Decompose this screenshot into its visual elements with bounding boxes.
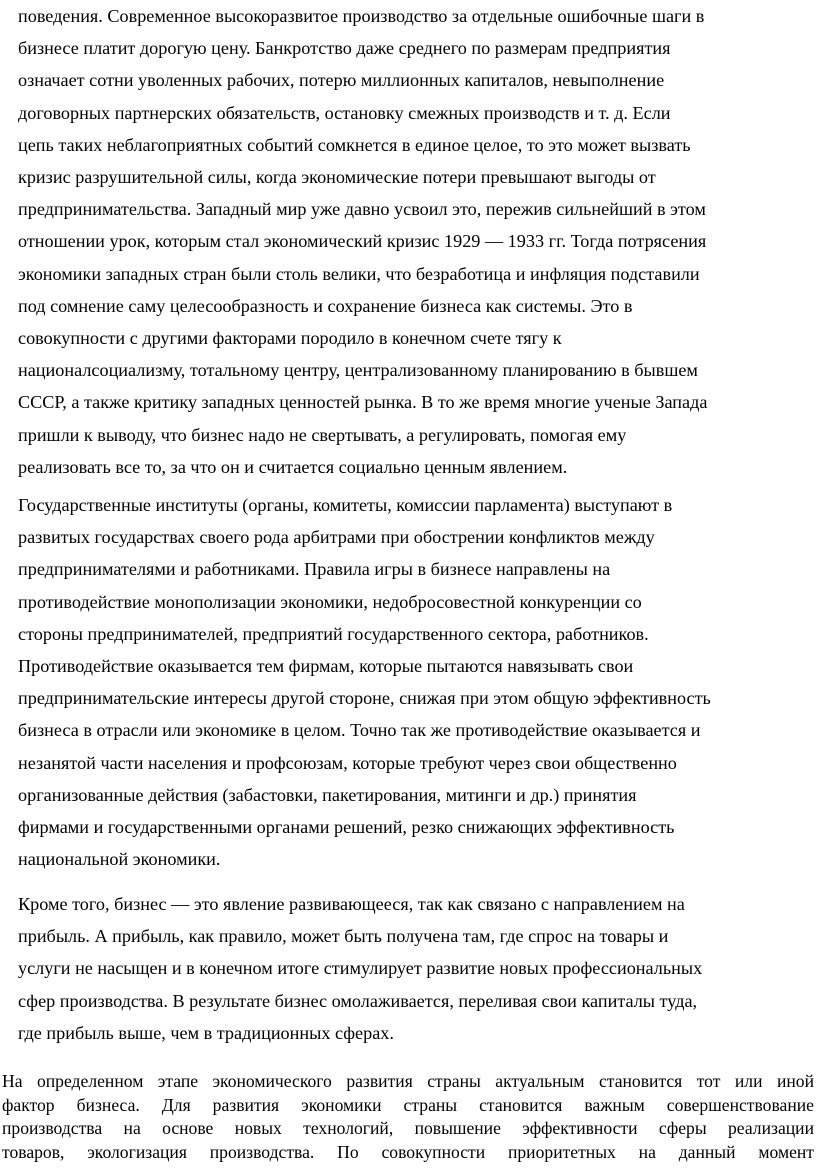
text-line: СССР, а также критику западных ценностей рынка. В то же время многие ученые Запада (18, 392, 708, 413)
text-line: противодействие монополизации экономики, недобросовестной конкуренции со (18, 591, 642, 612)
paragraph-1 (18, 0, 808, 483)
paragraph-3 (18, 888, 808, 1049)
text-line: пришли к выводу, что бизнес надо не свертывать, а регулировать, помогая ему (18, 424, 627, 445)
text-line: где прибыль выше, чем в традиционных сферах. (18, 1022, 394, 1043)
text-line: незанятой части населения и профсоюзам, которые требуют через свои общественно (18, 752, 677, 773)
text-line: сфер производства. В результате бизнес омолаживается, переливая свои капиталы туда, (18, 990, 698, 1011)
paragraph-2 (18, 489, 808, 875)
text-line: организованные действия (забастовки, пакетирования, митинги и др.) принятия (18, 784, 637, 805)
text-line: национальной экономики. (18, 849, 221, 870)
text-line: предпринимателями и работниками. Правила игры в бизнесе направлены на (18, 559, 611, 580)
text-line: услуги не насыщен и в конечном итоге стимулирует развитие новых профессиональных (18, 958, 703, 979)
paragraph-4 (2, 1070, 814, 1164)
text-line: отношении урок, которым стал экономический кризис 1929 — 1933 гг. Тогда потрясения (18, 231, 707, 252)
text-line: договорных партнерских обязательств, остановку смежных производств и т. д. Если (18, 102, 671, 123)
text-line: товаров, экологизация производства. По совокупности приоритетных на данный момент (2, 1141, 814, 1162)
text-line: предпринимательства. Западный мир уже давно усвоил это, пережив сильнейший в этом (18, 199, 706, 220)
text-line: стороны предпринимателей, предприятий государственного сектора, работников. (18, 623, 649, 644)
text-line: развитых государствах своего рода арбитрами при обострении конфликтов между (18, 527, 655, 548)
text-line: Государственные институты (органы, комитеты, комиссии парламента) выступают в (18, 495, 673, 515)
text-line: совокупности с другими факторами породило в конечном счете тягу к (18, 328, 562, 349)
text-line: поведения. Современное высокоразвитое производство за отдельные ошибочные шаги в (18, 6, 705, 26)
text-line: бизнесе платит дорогую цену. Банкротство даже среднего по размерам предприятия (18, 38, 671, 59)
text-line: На определенном этапе экономического развития страны актуальным становится тот или иной (2, 1071, 814, 1091)
text-line: фирмами и государственными органами решений, резко снижающих эффективность (18, 817, 675, 838)
text-line: предпринимательские интересы другой стороне, снижая при этом общую эффективность (18, 688, 711, 709)
text-line: националсоциализму, тотальному центру, централизованному планированию в бывшем (18, 360, 698, 381)
text-line: реализовать все то, за что он и считается социально ценным явлением. (18, 456, 568, 477)
text-line: прибыль. А прибыль, как правило, может быть получена там, где спрос на товары и (18, 926, 669, 947)
text-line: означает сотни уволенных рабочих, потерю миллионных капиталов, невыполнение (18, 70, 665, 91)
text-line: производства на основе новых технологий, повышение эффективности сферы реализации (2, 1118, 814, 1139)
text-line: цепь таких неблагоприятных событий сомкнется в единое целое, то это может вызвать (18, 134, 691, 155)
text-line: Кроме того, бизнес — это явление развивающееся, так как связано с направлением на (18, 894, 685, 914)
text-line: фактор бизнеса. Для развития экономики страны становится важным совершенствование (2, 1094, 814, 1115)
text-line: экономики западных стран были столь велики, что безработица и инфляция подставили (18, 263, 700, 284)
text-line: бизнеса в отрасли или экономике в целом. Точно так же противодействие оказывается и (18, 720, 701, 741)
text-line: под сомнение саму целесообразность и сохранение бизнеса как системы. Это в (18, 295, 633, 316)
text-line: кризис разрушительной силы, когда экономические потери превышают выгоды от (18, 167, 656, 188)
text-line: Противодействие оказывается тем фирмам, которые пытаются навязывать свои (18, 656, 634, 677)
